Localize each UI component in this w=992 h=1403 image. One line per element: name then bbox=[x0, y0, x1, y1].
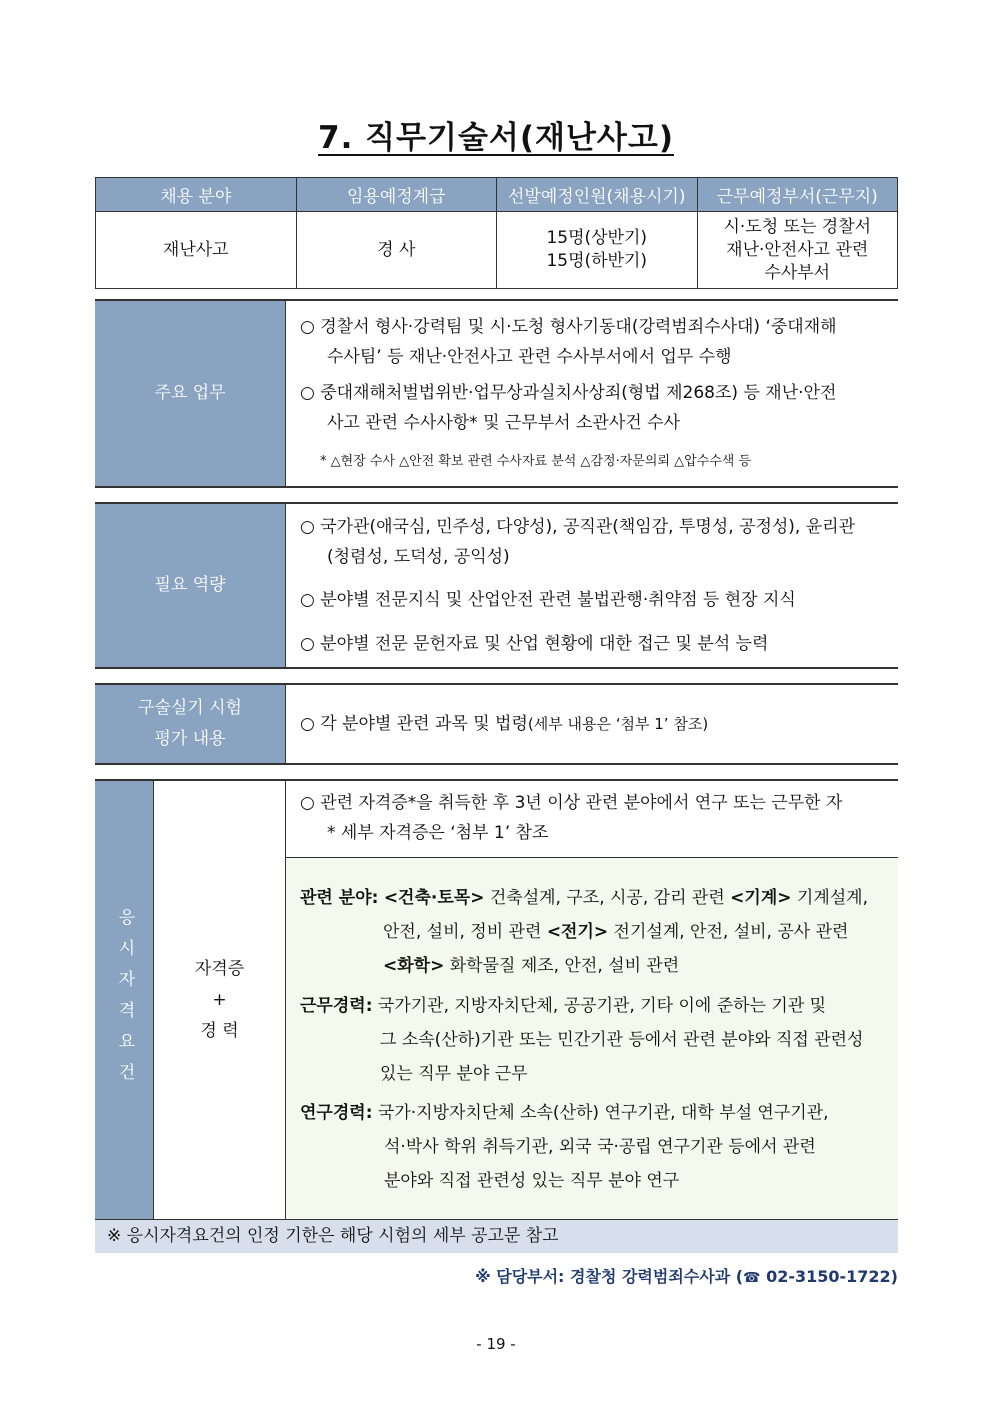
count-second-half: 15명(하반기) bbox=[546, 251, 648, 271]
cell-rank: 경 사 bbox=[296, 212, 497, 289]
qualification-sub-label: 자격증 + 경 력 bbox=[154, 781, 286, 1220]
competency-section bbox=[95, 502, 898, 669]
qualification-details bbox=[286, 858, 898, 1220]
work-experience: 근무경력: 국가기관, 지방자치단체, 공공기관, 기타 이에 준하는 기관 및 그 소속(산하)기관 또는 민간기관 등에서 관련 분야와 직접 관련성 있는 직무 분야 근무 bbox=[300, 996, 864, 1084]
duties-content bbox=[286, 301, 898, 486]
footnote: ※ 응시자격요건의 인정 기한은 해당 시험의 세부 공고문 참고 bbox=[95, 1219, 898, 1253]
recruitment-table bbox=[95, 177, 898, 289]
oral-section bbox=[95, 683, 898, 765]
related-field: 관련 분야: <건축·토목> 건축설계, 구조, 시공, 감리 관련 <기계> 기계설계, 안전, 설비, 정비 관련 <전기> 전기설계, 안전, 설비, 공사 관련 <화학> 화학물질 제조, 안전, 설비 관련 bbox=[300, 888, 868, 976]
cell-field: 재난사고 bbox=[96, 212, 297, 289]
dept-line-3: 수사부서 bbox=[764, 262, 831, 283]
oral-content bbox=[286, 685, 898, 763]
header-dept: 근무예정부서(근무지) bbox=[697, 178, 898, 212]
duty-item-2: ○ 중대재해처벌법위반·업무상과실치사상죄(형법 제268조) 등 재난·안전 사고 관련 수사사항* 및 근무부서 소관사건 수사 bbox=[300, 383, 837, 433]
page-title: 7. 직무기술서(재난사고) bbox=[318, 120, 674, 156]
qualification-item-1: ○ 관련 자격증*을 취득한 후 3년 이상 관련 분야에서 연구 또는 근무한 자 bbox=[300, 793, 843, 813]
competency-item-1: ○ 국가관(애국심, 민주성, 다양성), 공직관(책임감, 투명성, 공정성), 윤리관 (청렴성, 도덕성, 공익성) bbox=[300, 517, 856, 567]
count-first-half: 15명(상반기) bbox=[546, 228, 648, 248]
cell-count bbox=[497, 212, 698, 289]
header-rank: 임용예정계급 bbox=[296, 178, 497, 212]
competency-item-3: ○ 분야별 전문 문헌자료 및 산업 현황에 대한 접근 및 분석 능력 bbox=[300, 634, 769, 654]
dept-line-2: 재난·안전사고 관련 bbox=[726, 239, 869, 260]
duty-item-1: ○ 경찰서 형사·강력팀 및 시·도청 형사기동대(강력범죄수사대) ‘중대재해 수사팀’ 등 재난·안전사고 관련 수사부서에서 업무 수행 bbox=[300, 317, 837, 367]
oral-content-note: (세부 내용은 ‘첨부 1’ 참조) bbox=[527, 715, 709, 733]
contact-info: ※ 담당부서: 경찰청 강력범죄수사과 (☎ 02-3150-1722) bbox=[475, 1267, 898, 1286]
dept-line-1: 시·도청 또는 경찰서 bbox=[723, 216, 872, 237]
header-count: 선발예정인원(채용시기) bbox=[497, 178, 698, 212]
duties-section bbox=[95, 299, 898, 488]
qualification-section bbox=[95, 779, 898, 1220]
qualification-label: 응시자격요건 bbox=[95, 781, 154, 1220]
qualification-main bbox=[286, 781, 898, 858]
competency-label: 필요 역량 bbox=[95, 504, 286, 667]
research-experience: 연구경력: 국가·지방자치단체 소속(산하) 연구기관, 대학 부설 연구기관, 석·박사 학위 취득기관, 외국 국·공립 연구기관 등에서 관련 분야와 직접 관련성 있는 직무 분야 연구 bbox=[300, 1103, 829, 1191]
duties-label: 주요 업무 bbox=[95, 301, 286, 486]
duty-note: * △현장 수사 △안전 확보 관련 수사자료 분석 △감정·자문의뢰 △압수수색 등 bbox=[320, 454, 752, 469]
cell-dept bbox=[697, 212, 898, 289]
competency-item-2: ○ 분야별 전문지식 및 산업안전 관련 불법관행·취약점 등 현장 지식 bbox=[300, 590, 796, 610]
qualification-note: * 세부 자격증은 ‘첨부 1’ 참조 bbox=[327, 823, 549, 843]
oral-content-main: ○ 각 분야별 관련 과목 및 법령 bbox=[300, 714, 528, 734]
oral-label: 구술실기 시험 평가 내용 bbox=[95, 685, 286, 763]
phone-icon: ☎ bbox=[743, 1270, 761, 1286]
page-number: - 19 - bbox=[476, 1335, 516, 1353]
header-field: 채용 분야 bbox=[96, 178, 297, 212]
competency-content bbox=[286, 504, 898, 667]
